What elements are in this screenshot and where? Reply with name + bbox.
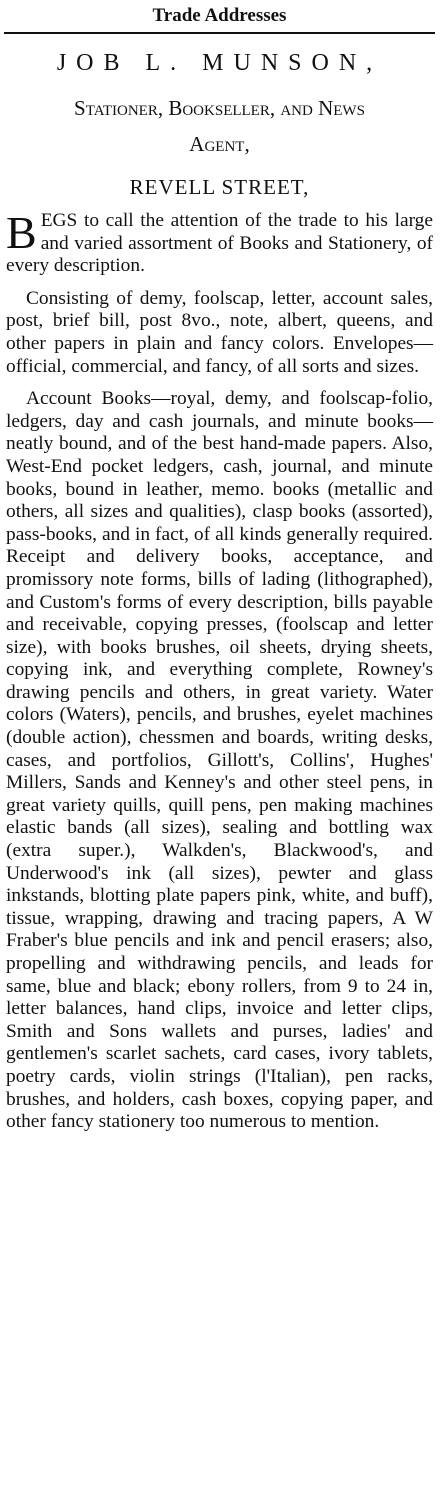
trade-description-line2: Agent, [189,132,250,156]
intro-text: EGS to call the attention of the trade to his large and varied assortment of Books and Stationery, of every description. [6,210,433,277]
papers-paragraph: Consisting of demy, foolscap, letter, account sales, post, brief bill, post 8vo., note, albert, queens, and other papers in plain and fancy colors. Envelopes—official, commercial, and fancy, of all sorts and sizes. [6,287,433,377]
section-title: Trade Addresses [4,0,435,34]
street-address: REVELL STREET, [129,175,310,199]
trade-description-line1: Stationer, Bookseller, and News [74,96,365,120]
advert-body [6,207,433,1134]
intro-paragraph [6,207,433,278]
drop-cap: B [6,207,37,258]
account-books-paragraph: Account Books—royal, demy, and foolscap-folio, ledgers, day and cash journals, and minute books—neatly bound, and of the best hand-made papers. Also, West-End pocket ledgers, cash, journal, and minute books, bound in leather, memo. books (metallic and others, all sizes and qualities), clasp books (assorted), pass-books, and in fact, of all kinds generally required. Receipt and delivery books, acceptance, and promissory note forms, bills of lading (lithographed), and Custom's forms of every description, bills payable and receivable, copying presses, (foolscap and letter size), with books brushes, oil sheets, drying sheets, copying ink, and everything complete, Rowney's drawing pencils and others, in great variety. Water colors (Waters), pencils, and brushes, eyelet machines (double action), chessmen and boards, writing desks, cases, and portfolios, Gillott's, Collins', Hughes' Millers, Sands and Kenney's and other steel pens, in great variety quills, quill pens, pen making machines elastic bands (all sizes), sealing and bottling wax (extra super.), Walkden's, Blackwood's, and Underwood's ink (all sizes), pewter and glass inkstands, blotting plate papers pink, white, and buff), tissue, wrapping, drawing and tracing papers, A W Fraber's blue pencils and ink and pencil erasers; also, propelling and withdrawing pencils, and leads for same, blue and black; ebony rollers, from 9 to 24 in, letter balances, hand clips, invoice and letter clips, Smith and Sons wallets and purses, ladies' and gentlemen's scarlet sachets, card cases, ivory tablets, poetry cards, violin strings (l'Italian), pen racks, brushes, and holders, cash boxes, copying paper, and other fancy stationery too numerous to mention. [6,388,433,1133]
advertiser-name: JOB L. MUNSON, [56,50,383,76]
